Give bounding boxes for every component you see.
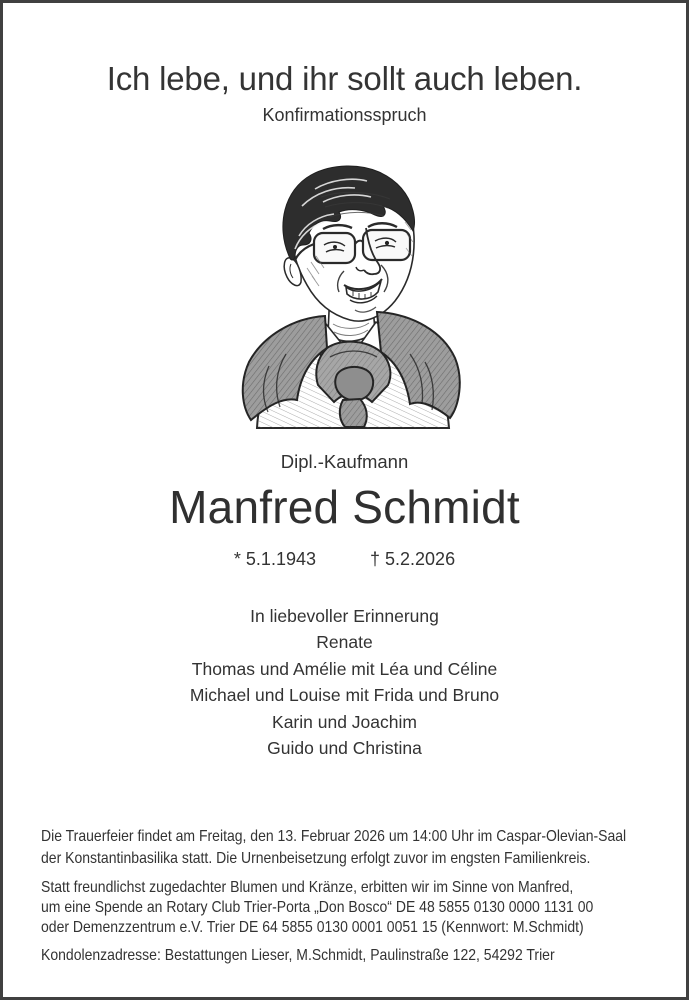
funeral-details-line: der Konstantinbasilika statt. Die Urnenbeisetzung erfolgt zuvor im engsten Familienkreis.: [41, 849, 591, 867]
died-cross-symbol: †: [370, 549, 381, 569]
death-date-group: [370, 549, 455, 570]
remembrance-heading: In liebevoller Erinnerung: [250, 606, 439, 626]
portrait-illustration: [229, 163, 471, 429]
birth-date: 5.1.1943: [245, 549, 316, 569]
donation-request: [41, 878, 601, 938]
mourners-list: [3, 603, 686, 761]
mourner-line: Karin und Joachim: [272, 711, 417, 732]
memorial-quote: Ich lebe, und ihr sollt auch leben.: [106, 60, 583, 97]
mourner-line: Guido und Christina: [267, 738, 422, 759]
deceased-professional-title: Dipl.-Kaufmann: [280, 451, 409, 472]
quote-source: Konfirmationsspruch: [262, 105, 427, 125]
death-date: 5.2.2026: [385, 549, 456, 569]
birth-date-group: [234, 549, 316, 570]
donation-request-line: um eine Spende an Rotary Club Trier-Porta „Don Bosco“ DE 48 5855 0130 0000 1131 00: [41, 899, 594, 916]
funeral-details-line: Die Trauerfeier findet am Freitag, den 13. Februar 2026 um 14:00 Uhr im Caspar-Olevian-Saal: [41, 828, 627, 845]
condolence-address: Kondolenzadresse: Bestattungen Lieser, M.Schmidt, Paulinstraße 122, 54292 Trier: [41, 947, 555, 964]
donation-request-line: Statt freundlichst zugedachter Blumen und Kränze, erbitten wir im Sinne von Manfred,: [41, 879, 574, 896]
mourner-line: Michael und Louise mit Frida und Bruno: [189, 685, 500, 706]
born-star-symbol: *: [233, 549, 241, 569]
deceased-name: Manfred Schmidt: [169, 481, 520, 533]
funeral-details: [41, 826, 627, 869]
mourner-line: Thomas und Amélie mit Léa und Céline: [191, 658, 498, 679]
donation-request-line: oder Demenzzentrum e.V. Trier DE 64 5855 0130 0001 0051 15 (Kennwort: M.Schmidt): [41, 919, 584, 936]
portrait-engraving-icon: [229, 163, 471, 429]
mourner-line: Renate: [316, 632, 373, 653]
life-dates: [3, 549, 686, 570]
